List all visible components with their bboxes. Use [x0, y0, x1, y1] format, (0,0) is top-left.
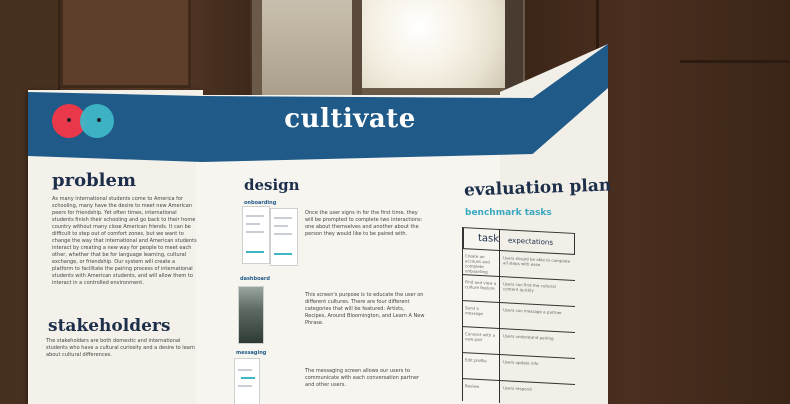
messaging-label: messaging [236, 350, 267, 356]
messaging-description: The messaging screen allows our users to communicate with each conversation partner and other users. [305, 368, 420, 388]
problem-heading: problem [52, 170, 136, 191]
task-column-header: task [478, 232, 500, 245]
evaluation-plan-heading: evaluation plan [463, 175, 612, 201]
expectations-column-header: expectations [508, 236, 554, 247]
dashboard-screenshot [238, 286, 264, 344]
row-expectation: Users understand pairing [503, 333, 554, 341]
row-task: Review [465, 383, 480, 389]
dashboard-label: dashboard [240, 276, 270, 282]
dashboard-description: This screen's purpose is to educate the user on different cultures. There are four different categories that will be featured: Artists, Recipes, Around Bloomington, and Learn A New Phrase. [305, 292, 425, 326]
evaluation-table [462, 227, 575, 404]
problem-text: As many international students come to America for schooling, many have the desire to meet new American peers for friendship. Yet often times, international students finish their schooling and go back to their home country without many close American friends. It can be difficult to step out of comfort zones, but we want to change the way that international and American students interact by creating a new way for people to meet each other, whether that be for language learning, cultural exchange, or friendship. Our system will create a platform to facilitate the pairing process of international students with American students, and will allow them to interact in a controlled environment. [52, 196, 197, 286]
row-task: Create an account and complete onboarding [465, 253, 490, 275]
row-task: Edit profile [465, 357, 487, 364]
onboarding-screenshot [242, 206, 270, 264]
row-expectation: Users can message a partner [503, 307, 562, 316]
row-task: Send a message [465, 305, 483, 317]
messaging-screenshot [234, 358, 260, 404]
row-task: Connect with a new pair [465, 331, 496, 343]
stakeholders-text: The stakeholders are both domestic and international students who have a cultural curiosity and a desire to learn about cultural differences. [46, 338, 195, 358]
row-expectation: Users update info [503, 359, 539, 367]
logo-dot-icon [97, 118, 101, 122]
row-expectation: Users respond [503, 385, 532, 392]
onboarding-description: Once the user signs in for the first time, they will be prompted to complete two interactions: one about themselves and another about the person they would like to be paired with. [305, 210, 423, 237]
stakeholders-heading: stakeholders [48, 316, 171, 336]
benchmark-tasks-label: benchmark tasks [465, 208, 552, 218]
row-expectation: Users should be able to complete all steps with ease [503, 255, 571, 268]
onboarding-label: onboarding [244, 200, 277, 206]
poster-title: cultivate [284, 104, 416, 134]
design-heading: design [244, 176, 300, 194]
row-task: Find and view a culture feature [465, 279, 497, 291]
onboarding-screenshot-2 [270, 208, 298, 266]
logo-dot-icon [67, 118, 71, 122]
row-expectation: Users can find the cultural content quickly [503, 281, 556, 293]
